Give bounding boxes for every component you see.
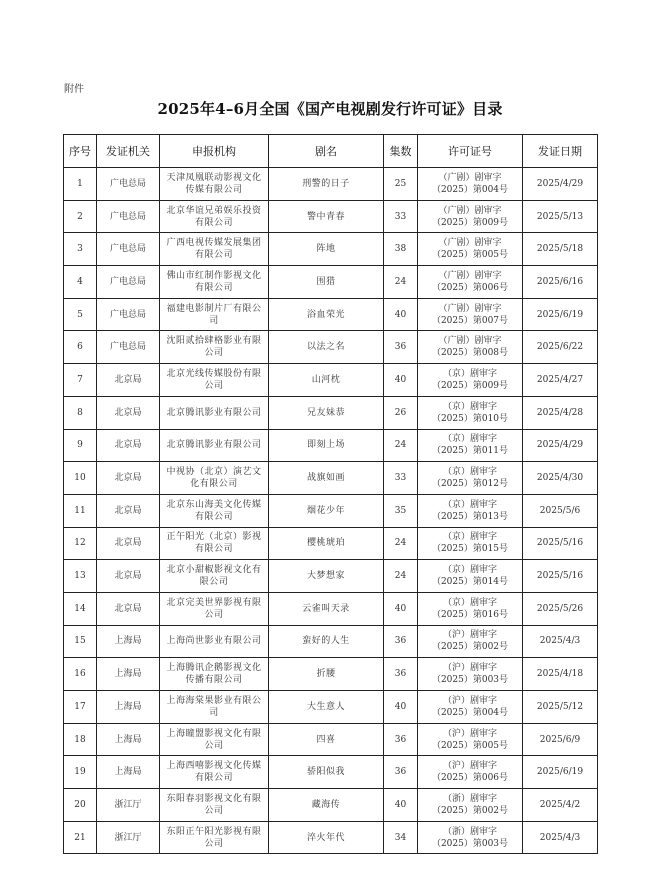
license-cell (418, 821, 523, 854)
license-line-2: （2025）第006号 (431, 282, 509, 293)
episodes-cell: 40 (384, 592, 418, 625)
authority-cell: 广电总局 (97, 331, 160, 364)
drama-cell: 即刻上场 (269, 429, 384, 462)
header-drama: 剧名 (269, 135, 384, 168)
episodes-cell: 40 (384, 364, 418, 397)
drama-cell: 大生意人 (269, 691, 384, 724)
license-line-1: （沪）剧审字 (442, 761, 497, 772)
seq-cell: 18 (64, 723, 97, 756)
license-line-1: （广剧）剧审字 (438, 172, 502, 183)
table-row (64, 658, 598, 691)
authority-cell: 广电总局 (97, 298, 160, 331)
seq-cell: 20 (64, 789, 97, 822)
applicant-cell: 上海西嘻影视文化传媒有限公司 (160, 756, 269, 789)
seq-cell: 16 (64, 658, 97, 691)
license-line-2: （2025）第002号 (431, 805, 509, 816)
seq-cell: 1 (64, 168, 97, 201)
applicant-cell: 上海尚世影业有限公司 (160, 625, 269, 658)
applicant-cell: 正午阳光（北京）影视有限公司 (160, 527, 269, 560)
table-row (64, 200, 598, 233)
license-cell (418, 331, 523, 364)
license-cell (418, 266, 523, 299)
date-cell: 2025/5/26 (523, 592, 598, 625)
seq-cell: 7 (64, 364, 97, 397)
table-row (64, 560, 598, 593)
episodes-cell: 35 (384, 494, 418, 527)
authority-cell: 北京局 (97, 592, 160, 625)
license-line-2: （2025）第003号 (431, 838, 509, 849)
episodes-cell: 36 (384, 658, 418, 691)
table-row (64, 364, 598, 397)
episodes-cell: 34 (384, 821, 418, 854)
drama-cell: 刑警的日子 (269, 168, 384, 201)
authority-cell: 北京局 (97, 396, 160, 429)
header-seq: 序号 (64, 135, 97, 168)
authority-cell: 广电总局 (97, 168, 160, 201)
seq-cell: 3 (64, 233, 97, 266)
applicant-cell: 沈阳贰拾肆格影业有限公司 (160, 331, 269, 364)
header-date: 发证日期 (523, 135, 598, 168)
drama-cell: 折腰 (269, 658, 384, 691)
license-cell (418, 233, 523, 266)
table-row (64, 168, 598, 201)
license-line-1: （广剧）剧审字 (438, 303, 502, 314)
authority-cell: 浙江厅 (97, 821, 160, 854)
header-license: 许可证号 (418, 135, 523, 168)
license-cell (418, 200, 523, 233)
applicant-cell: 北京腾讯影业有限公司 (160, 396, 269, 429)
episodes-cell: 36 (384, 625, 418, 658)
attachment-label: 附件 (64, 84, 84, 95)
applicant-cell: 北京腾讯影业有限公司 (160, 429, 269, 462)
date-cell: 2025/6/22 (523, 331, 598, 364)
table-row (64, 592, 598, 625)
license-line-1: （浙）剧审字 (442, 793, 497, 804)
episodes-cell: 25 (384, 168, 418, 201)
seq-cell: 5 (64, 298, 97, 331)
drama-cell: 四喜 (269, 723, 384, 756)
license-cell (418, 364, 523, 397)
table-row (64, 691, 598, 724)
license-line-1: （广剧）剧审字 (438, 270, 502, 281)
episodes-cell: 40 (384, 298, 418, 331)
table-header-row (64, 135, 598, 168)
license-line-1: （京）剧审字 (442, 401, 497, 412)
license-line-1: （京）剧审字 (442, 434, 497, 445)
date-cell: 2025/6/16 (523, 266, 598, 299)
table-row (64, 396, 598, 429)
applicant-cell: 东阳正午阳光影视有限公司 (160, 821, 269, 854)
license-line-2: （2025）第005号 (431, 740, 509, 751)
license-cell (418, 298, 523, 331)
license-cell (418, 560, 523, 593)
license-cell (418, 168, 523, 201)
license-line-1: （广剧）剧审字 (438, 336, 502, 347)
license-cell (418, 756, 523, 789)
applicant-cell: 上海海棠果影业有限公司 (160, 691, 269, 724)
date-cell: 2025/4/28 (523, 396, 598, 429)
seq-cell: 8 (64, 396, 97, 429)
drama-cell: 围猎 (269, 266, 384, 299)
applicant-cell: 福建电影制片厂有限公司 (160, 298, 269, 331)
date-cell: 2025/4/3 (523, 821, 598, 854)
drama-cell: 云雀叫天录 (269, 592, 384, 625)
applicant-cell: 上海瞳盟影视文化有限公司 (160, 723, 269, 756)
license-line-2: （2025）第005号 (431, 250, 509, 261)
applicant-cell: 北京华谊兄弟娱乐投资有限公司 (160, 200, 269, 233)
episodes-cell: 33 (384, 200, 418, 233)
date-cell: 2025/5/18 (523, 233, 598, 266)
drama-cell: 山河枕 (269, 364, 384, 397)
license-cell (418, 494, 523, 527)
seq-cell: 2 (64, 200, 97, 233)
authority-cell: 上海局 (97, 658, 160, 691)
license-line-2: （2025）第011号 (431, 446, 509, 457)
authority-cell: 北京局 (97, 462, 160, 495)
table-row (64, 462, 598, 495)
seq-cell: 10 (64, 462, 97, 495)
license-catalog-table (63, 134, 598, 854)
license-line-2: （2025）第013号 (431, 511, 509, 522)
license-line-2: （2025）第015号 (431, 544, 509, 555)
authority-cell: 广电总局 (97, 233, 160, 266)
authority-cell: 北京局 (97, 364, 160, 397)
authority-cell: 上海局 (97, 756, 160, 789)
authority-cell: 广电总局 (97, 200, 160, 233)
drama-cell: 浴血荣光 (269, 298, 384, 331)
episodes-cell: 36 (384, 723, 418, 756)
table-row (64, 723, 598, 756)
table-row (64, 789, 598, 822)
drama-cell: 骄阳似我 (269, 756, 384, 789)
license-line-2: （2025）第004号 (431, 707, 509, 718)
license-line-2: （2025）第004号 (431, 184, 509, 195)
header-applicant: 申报机构 (160, 135, 269, 168)
drama-cell: 烟花少年 (269, 494, 384, 527)
table-row (64, 494, 598, 527)
authority-cell: 上海局 (97, 625, 160, 658)
seq-cell: 12 (64, 527, 97, 560)
drama-cell: 以法之名 (269, 331, 384, 364)
seq-cell: 9 (64, 429, 97, 462)
episodes-cell: 40 (384, 691, 418, 724)
episodes-cell: 24 (384, 560, 418, 593)
license-line-1: （沪）剧审字 (442, 663, 497, 674)
seq-cell: 13 (64, 560, 97, 593)
license-line-2: （2025）第008号 (431, 348, 509, 359)
license-line-2: （2025）第014号 (431, 577, 509, 588)
episodes-cell: 33 (384, 462, 418, 495)
date-cell: 2025/5/6 (523, 494, 598, 527)
seq-cell: 17 (64, 691, 97, 724)
seq-cell: 6 (64, 331, 97, 364)
table-row (64, 527, 598, 560)
license-line-2: （2025）第016号 (431, 609, 509, 620)
authority-cell: 北京局 (97, 527, 160, 560)
table-row (64, 266, 598, 299)
episodes-cell: 36 (384, 756, 418, 789)
license-line-1: （浙）剧审字 (442, 826, 497, 837)
license-line-1: （沪）剧审字 (442, 695, 497, 706)
license-cell (418, 527, 523, 560)
date-cell: 2025/5/16 (523, 527, 598, 560)
date-cell: 2025/4/30 (523, 462, 598, 495)
episodes-cell: 40 (384, 789, 418, 822)
applicant-cell: 东阳春羽影视文化有限公司 (160, 789, 269, 822)
applicant-cell: 上海腾讯企鹅影视文化传播有限公司 (160, 658, 269, 691)
license-line-1: （沪）剧审字 (442, 630, 497, 641)
date-cell: 2025/5/13 (523, 200, 598, 233)
date-cell: 2025/4/3 (523, 625, 598, 658)
license-cell (418, 691, 523, 724)
table-row (64, 821, 598, 854)
license-line-2: （2025）第009号 (431, 380, 509, 391)
license-cell (418, 429, 523, 462)
date-cell: 2025/4/18 (523, 658, 598, 691)
license-line-2: （2025）第002号 (431, 642, 509, 653)
license-line-1: （京）剧审字 (442, 565, 497, 576)
authority-cell: 北京局 (97, 494, 160, 527)
date-cell: 2025/6/9 (523, 723, 598, 756)
license-line-1: （沪）剧审字 (442, 728, 497, 739)
document-title: 2025年4–6月全国《国产电视剧发行许可证》目录 (157, 100, 503, 118)
table-body (64, 168, 598, 854)
license-line-2: （2025）第009号 (431, 217, 509, 228)
table-row (64, 298, 598, 331)
applicant-cell: 北京东山海美文化传媒有限公司 (160, 494, 269, 527)
table-row (64, 429, 598, 462)
date-cell: 2025/4/27 (523, 364, 598, 397)
date-cell: 2025/4/2 (523, 789, 598, 822)
license-line-1: （广剧）剧审字 (438, 205, 502, 216)
date-cell: 2025/5/16 (523, 560, 598, 593)
drama-cell: 大梦想家 (269, 560, 384, 593)
drama-cell: 蛮好的人生 (269, 625, 384, 658)
table-row (64, 756, 598, 789)
applicant-cell: 佛山市红制作影视文化有限公司 (160, 266, 269, 299)
license-cell (418, 789, 523, 822)
header-episodes: 集数 (384, 135, 418, 168)
license-cell (418, 723, 523, 756)
drama-cell: 战旗如画 (269, 462, 384, 495)
date-cell: 2025/4/29 (523, 168, 598, 201)
applicant-cell: 天津凤凰联动影视文化传媒有限公司 (160, 168, 269, 201)
license-cell (418, 625, 523, 658)
applicant-cell: 中视协（北京）演艺文化有限公司 (160, 462, 269, 495)
table-row (64, 233, 598, 266)
applicant-cell: 北京光线传媒股份有限公司 (160, 364, 269, 397)
drama-cell: 阵地 (269, 233, 384, 266)
drama-cell: 樱桃琥珀 (269, 527, 384, 560)
drama-cell: 藏海传 (269, 789, 384, 822)
license-line-1: （京）剧审字 (442, 467, 497, 478)
license-line-2: （2025）第007号 (431, 315, 509, 326)
applicant-cell: 北京完美世界影视有限公司 (160, 592, 269, 625)
date-cell: 2025/4/29 (523, 429, 598, 462)
license-line-1: （京）剧审字 (442, 532, 497, 543)
applicant-cell: 北京小甜椒影视文化有限公司 (160, 560, 269, 593)
authority-cell: 上海局 (97, 723, 160, 756)
applicant-cell: 广西电视传媒发展集团有限公司 (160, 233, 269, 266)
date-cell: 2025/6/19 (523, 298, 598, 331)
episodes-cell: 26 (384, 396, 418, 429)
header-authority: 发证机关 (97, 135, 160, 168)
license-line-2: （2025）第010号 (431, 413, 509, 424)
episodes-cell: 24 (384, 429, 418, 462)
license-cell (418, 592, 523, 625)
date-cell: 2025/5/12 (523, 691, 598, 724)
drama-cell: 兄友妹恭 (269, 396, 384, 429)
license-line-1: （京）剧审字 (442, 499, 497, 510)
license-cell (418, 462, 523, 495)
drama-cell: 警中青春 (269, 200, 384, 233)
license-line-1: （京）剧审字 (442, 368, 497, 379)
authority-cell: 北京局 (97, 560, 160, 593)
date-cell: 2025/6/19 (523, 756, 598, 789)
seq-cell: 14 (64, 592, 97, 625)
authority-cell: 北京局 (97, 429, 160, 462)
episodes-cell: 24 (384, 527, 418, 560)
authority-cell: 上海局 (97, 691, 160, 724)
table-row (64, 625, 598, 658)
seq-cell: 4 (64, 266, 97, 299)
episodes-cell: 38 (384, 233, 418, 266)
seq-cell: 19 (64, 756, 97, 789)
seq-cell: 11 (64, 494, 97, 527)
license-cell (418, 658, 523, 691)
license-cell (418, 396, 523, 429)
license-line-1: （京）剧审字 (442, 597, 497, 608)
seq-cell: 15 (64, 625, 97, 658)
license-line-2: （2025）第006号 (431, 773, 509, 784)
table-row (64, 331, 598, 364)
license-line-1: （广剧）剧审字 (438, 238, 502, 249)
authority-cell: 广电总局 (97, 266, 160, 299)
episodes-cell: 36 (384, 331, 418, 364)
seq-cell: 21 (64, 821, 97, 854)
drama-cell: 淬火年代 (269, 821, 384, 854)
authority-cell: 浙江厅 (97, 789, 160, 822)
episodes-cell: 24 (384, 266, 418, 299)
license-line-2: （2025）第003号 (431, 675, 509, 686)
license-line-2: （2025）第012号 (431, 479, 509, 490)
